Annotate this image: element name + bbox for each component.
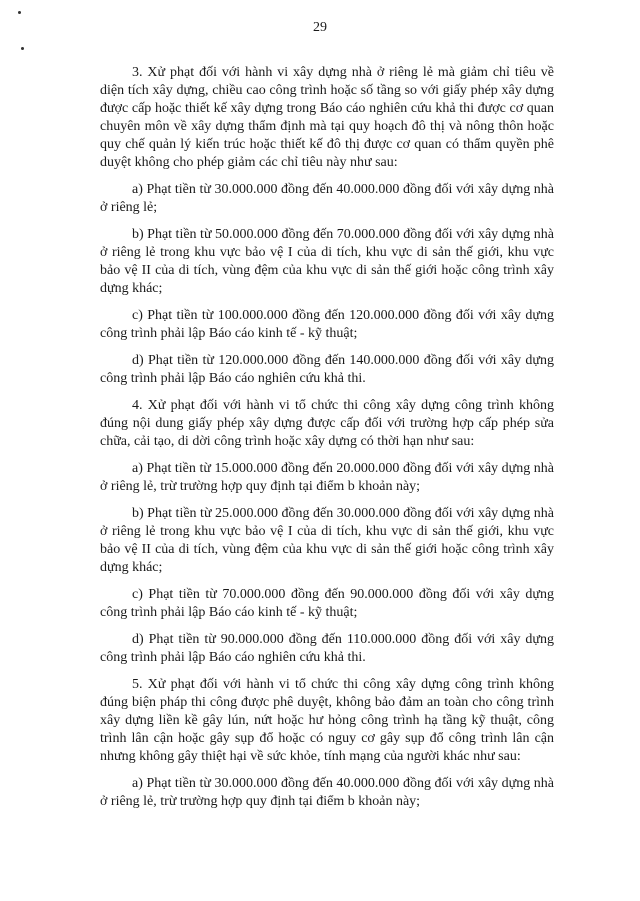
paragraph-clause-4a: a) Phạt tiền từ 15.000.000 đồng đến 20.000.000 đồng đối với xây dựng nhà ở riêng lẻ, trừ trường hợp quy định tại điểm b khoản này; <box>100 461 554 494</box>
paragraph-clause-4c: c) Phạt tiền từ 70.000.000 đồng đến 90.000.000 đồng đối với xây dựng công trình phải lập Báo cáo kinh tế - kỹ thuật; <box>100 587 554 620</box>
paragraph-clause-3d: d) Phạt tiền từ 120.000.000 đồng đến 140.000.000 đồng đối với xây dựng công trình phải lập Báo cáo nghiên cứu khả thi. <box>100 353 554 386</box>
paragraph-clause-4d: d) Phạt tiền từ 90.000.000 đồng đến 110.000.000 đồng đối với xây dựng công trình phải lập Báo cáo nghiên cứu khả thi. <box>100 632 554 665</box>
paragraph-clause-3c: c) Phạt tiền từ 100.000.000 đồng đến 120.000.000 đồng đối với xây dựng công trình phải lập Báo cáo kinh tế - kỹ thuật; <box>100 308 554 341</box>
scan-speck-top <box>18 11 21 14</box>
page-number: 29 <box>313 20 327 35</box>
paragraph-clause-4b: b) Phạt tiền từ 25.000.000 đồng đến 30.000.000 đồng đối với xây dựng nhà ở riêng lẻ trong khu vực bảo vệ I của di tích, khu vực di sản thế giới, khu vực bảo vệ II của di tích, vùng đệm của khu vực di sản thế giới hoặc công trình xây dựng khác; <box>100 506 554 575</box>
scan-speck-left <box>21 47 24 50</box>
paragraph-clause-5: 5. Xử phạt đối với hành vi tổ chức thi công xây dựng công trình không đúng biện pháp thi công được phê duyệt, không bảo đảm an toàn cho công trình xây dựng liền kề gây lún, nứt hoặc hư hỏng công trình hạ tầng kỹ thuật, công trình lân cận hoặc gây sụp đổ hoặc có nguy cơ gây sụp đổ công trình lân cận nhưng không gây thiệt hại về sức khỏe, tính mạng của người khác như sau: <box>100 677 554 764</box>
paragraph-clause-4: 4. Xử phạt đối với hành vi tổ chức thi công xây dựng công trình không đúng nội dung giấy phép xây dựng được cấp đối với trường hợp cấp phép sửa chữa, cải tạo, di dời công trình hoặc xây dựng có thời hạn như sau: <box>100 398 554 449</box>
document-body <box>100 64 554 820</box>
paragraph-clause-3a: a) Phạt tiền từ 30.000.000 đồng đến 40.000.000 đồng đối với xây dựng nhà ở riêng lẻ; <box>100 182 554 215</box>
paragraph-clause-3b: b) Phạt tiền từ 50.000.000 đồng đến 70.000.000 đồng đối với xây dựng nhà ở riêng lẻ trong khu vực bảo vệ I của di tích, khu vực di sản thế giới, khu vực bảo vệ II của di tích, vùng đệm của khu vực di sản thế giới hoặc công trình xây dựng khác; <box>100 227 554 296</box>
paragraph-clause-3: 3. Xử phạt đối với hành vi xây dựng nhà ở riêng lẻ mà giảm chỉ tiêu về diện tích xây dựng, chiều cao công trình hoặc số tầng so với giấy phép xây dựng được cấp hoặc thiết kế xây dựng trong Báo cáo nghiên cứu khả thi được cơ quan chuyên môn về xây dựng thẩm định mà tại quy hoạch đô thị và nông thôn hoặc quy chế quản lý kiến trúc hoặc thiết kế đô thị được cơ quan có thẩm quyền phê duyệt không cho phép giảm các chỉ tiêu này như sau: <box>100 65 554 170</box>
paragraph-clause-5a: a) Phạt tiền từ 30.000.000 đồng đến 40.000.000 đồng đối với xây dựng nhà ở riêng lẻ, trừ trường hợp quy định tại điểm b khoản này; <box>100 776 554 809</box>
